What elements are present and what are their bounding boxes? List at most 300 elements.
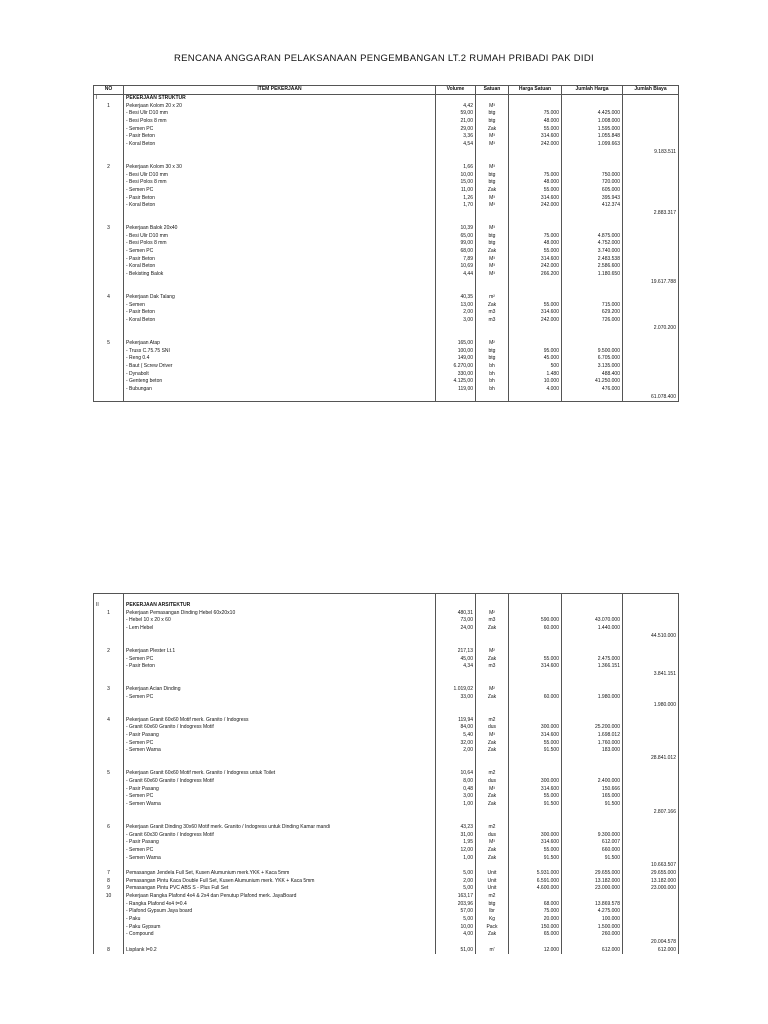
cell-unit xyxy=(476,210,509,218)
cell-item: - Koral Beton xyxy=(124,317,436,325)
cell-no: 5 xyxy=(94,340,124,348)
table-row xyxy=(94,301,679,309)
table-row xyxy=(94,225,679,233)
cell-unit xyxy=(476,286,509,294)
cell-total-cost xyxy=(623,301,679,309)
table-row xyxy=(94,816,679,824)
cell-volume: 10,00 xyxy=(436,923,476,931)
cell-total-cost xyxy=(623,747,679,755)
cell-unit-price xyxy=(509,602,562,610)
cell-no: 2 xyxy=(94,164,124,172)
cell-unit xyxy=(476,393,509,401)
cell-total-cost xyxy=(623,347,679,355)
table-row xyxy=(94,171,679,179)
table-row xyxy=(94,332,679,340)
cell-total-price: 612.000 xyxy=(562,946,623,954)
cell-no xyxy=(94,747,124,755)
cell-unit: Zak xyxy=(476,625,509,633)
cell-unit: btg xyxy=(476,118,509,126)
cell-unit: M² xyxy=(476,609,509,617)
cell-no xyxy=(94,862,124,870)
cell-unit-price: 300.000 xyxy=(509,724,562,732)
table-row xyxy=(94,118,679,126)
cell-no xyxy=(94,363,124,371)
cell-unit: M³ xyxy=(476,164,509,172)
cell-no xyxy=(94,240,124,248)
cell-total-cost xyxy=(623,678,679,686)
cell-unit-price: 590.000 xyxy=(509,617,562,625)
cell-no xyxy=(94,317,124,325)
cell-volume: 29,00 xyxy=(436,125,476,133)
cell-unit-price: 55.000 xyxy=(509,301,562,309)
table-row xyxy=(94,347,679,355)
cell-unit: Zak xyxy=(476,854,509,862)
cell-unit-price xyxy=(509,278,562,286)
cell-unit-price: 6.591.000 xyxy=(509,877,562,885)
cell-no xyxy=(94,931,124,939)
cell-volume: 2,00 xyxy=(436,877,476,885)
cell-unit: btg xyxy=(476,240,509,248)
cell-unit-price xyxy=(509,594,562,602)
cell-unit-price: 300.000 xyxy=(509,778,562,786)
cell-total-cost xyxy=(623,202,679,210)
cell-volume: 149,00 xyxy=(436,355,476,363)
cell-unit-price: 242.000 xyxy=(509,317,562,325)
cell-no: 4 xyxy=(94,717,124,725)
cell-item xyxy=(124,217,436,225)
cell-no xyxy=(94,386,124,394)
cell-volume: 5,00 xyxy=(436,870,476,878)
cell-total-price: 476.000 xyxy=(562,386,623,394)
cell-total-cost xyxy=(623,179,679,187)
cell-unit-price: 4.600.000 xyxy=(509,885,562,893)
cell-unit: M² xyxy=(476,340,509,348)
cell-volume: 10,39 xyxy=(436,225,476,233)
cell-unit-price xyxy=(509,632,562,640)
cell-volume: 4,42 xyxy=(436,102,476,110)
table-row xyxy=(94,678,679,686)
cell-item: - Besi Ulir D10 mm xyxy=(124,171,436,179)
cell-item: - Pasir Beton xyxy=(124,194,436,202)
cell-volume: 12,00 xyxy=(436,847,476,855)
cell-total-price xyxy=(562,762,623,770)
cell-unit-price: 68.000 xyxy=(509,900,562,908)
cell-no: 6 xyxy=(94,824,124,832)
cell-volume xyxy=(436,862,476,870)
cell-item: - Baut ( Screw Driver xyxy=(124,363,436,371)
cell-total-price: 4.275.000 xyxy=(562,908,623,916)
cell-unit: Unit xyxy=(476,885,509,893)
cell-unit: bh xyxy=(476,363,509,371)
cell-total-price: 165.000 xyxy=(562,793,623,801)
cell-total-cost xyxy=(623,118,679,126)
table-row xyxy=(94,609,679,617)
cell-unit-price: 91.500 xyxy=(509,801,562,809)
cell-no xyxy=(94,278,124,286)
cell-unit xyxy=(476,808,509,816)
cell-item: - Semen PC xyxy=(124,187,436,195)
cell-unit-price: 95.000 xyxy=(509,347,562,355)
cell-unit-price: 314.600 xyxy=(509,663,562,671)
cell-unit: Kg xyxy=(476,916,509,924)
cell-total-cost xyxy=(623,916,679,924)
cell-total-price: 1.366.151 xyxy=(562,663,623,671)
cell-unit-price: 20.000 xyxy=(509,916,562,924)
cell-unit xyxy=(476,594,509,602)
cell-unit-price: 48.000 xyxy=(509,179,562,187)
cell-total-cost xyxy=(623,609,679,617)
cell-unit-price xyxy=(509,862,562,870)
cell-no xyxy=(94,324,124,332)
cell-total-price: 1.500.000 xyxy=(562,923,623,931)
table-row xyxy=(94,625,679,633)
table-row xyxy=(94,770,679,778)
cell-volume: 330,00 xyxy=(436,370,476,378)
cell-unit xyxy=(476,632,509,640)
cell-total-price: 720.000 xyxy=(562,179,623,187)
cell-volume: 68,00 xyxy=(436,248,476,256)
cell-total-cost: 612.000 xyxy=(623,946,679,954)
cell-volume xyxy=(436,755,476,763)
cell-unit: btg xyxy=(476,347,509,355)
cell-volume xyxy=(436,324,476,332)
cell-unit-price xyxy=(509,148,562,156)
cell-item: Pekerjaan Kolom 20 x 20 xyxy=(124,102,436,110)
cell-unit xyxy=(476,217,509,225)
cell-total-price: 1.180.650 xyxy=(562,271,623,279)
cell-total-price: 260.000 xyxy=(562,931,623,939)
cell-item: - Koral Beton xyxy=(124,202,436,210)
cell-unit-price xyxy=(509,164,562,172)
cell-no: I xyxy=(94,94,124,102)
cell-unit-price xyxy=(509,709,562,717)
header-item: ITEM PEKERJAAN xyxy=(124,86,436,95)
cell-unit-price: 314.600 xyxy=(509,732,562,740)
cell-no xyxy=(94,900,124,908)
table-row xyxy=(94,724,679,732)
cell-total-price: 1.698.012 xyxy=(562,732,623,740)
cell-unit-price: 266.200 xyxy=(509,271,562,279)
cell-unit xyxy=(476,755,509,763)
cell-total-price xyxy=(562,210,623,218)
cell-unit: Zak xyxy=(476,694,509,702)
cell-volume xyxy=(436,808,476,816)
table-row xyxy=(94,378,679,386)
cell-unit-price: 314.600 xyxy=(509,194,562,202)
table-row xyxy=(94,701,679,709)
cell-volume: 24,00 xyxy=(436,625,476,633)
cell-volume: 1.019,02 xyxy=(436,686,476,694)
cell-volume xyxy=(436,939,476,947)
cell-item: - Compound xyxy=(124,931,436,939)
cell-total-price xyxy=(562,278,623,286)
cell-unit-price: 55.000 xyxy=(509,125,562,133)
cell-total-cost: 2.883.317 xyxy=(623,210,679,218)
cell-no xyxy=(94,255,124,263)
table-row xyxy=(94,739,679,747)
cell-total-cost xyxy=(623,908,679,916)
cell-no: 4 xyxy=(94,294,124,302)
cell-total-price: 2.400.000 xyxy=(562,778,623,786)
cell-volume: 7,89 xyxy=(436,255,476,263)
cell-total-price xyxy=(562,770,623,778)
cell-total-price: 1.980.000 xyxy=(562,694,623,702)
cell-total-price xyxy=(562,648,623,656)
cell-total-cost xyxy=(623,602,679,610)
table-row xyxy=(94,755,679,763)
cell-total-cost: 2.070.200 xyxy=(623,324,679,332)
cell-no xyxy=(94,210,124,218)
cell-item: - Bekisting Balok xyxy=(124,271,436,279)
cell-unit: dus xyxy=(476,831,509,839)
table-row xyxy=(94,847,679,855)
cell-volume: 119,00 xyxy=(436,386,476,394)
table-row xyxy=(94,885,679,893)
cell-unit-price: 55.000 xyxy=(509,847,562,855)
cell-item: Pekerjaan Atap xyxy=(124,340,436,348)
cell-total-cost xyxy=(623,386,679,394)
cell-total-price: 605.000 xyxy=(562,187,623,195)
cell-total-price xyxy=(562,816,623,824)
cell-item: - Semen PC xyxy=(124,793,436,801)
cell-item: Pekerjaan Granit Dinding 30x60 Motif merk. Granito / Indogress untuk Dinding Kamar mandi xyxy=(124,824,436,832)
cell-volume: 5,00 xyxy=(436,885,476,893)
cell-item: - Besi Ulir D10 mm xyxy=(124,232,436,240)
cell-unit xyxy=(476,332,509,340)
cell-total-price xyxy=(562,286,623,294)
cell-unit-price: 314.600 xyxy=(509,133,562,141)
header-unit-price: Harga Satuan xyxy=(509,86,562,95)
cell-item: - Semen PC xyxy=(124,655,436,663)
cell-total-price xyxy=(562,755,623,763)
cell-total-cost xyxy=(623,133,679,141)
cell-total-cost xyxy=(623,248,679,256)
cell-no: 2 xyxy=(94,648,124,656)
cell-volume: 84,00 xyxy=(436,724,476,732)
cell-unit: Zak xyxy=(476,125,509,133)
cell-unit xyxy=(476,816,509,824)
cell-total-price: 6.705.000 xyxy=(562,355,623,363)
cell-unit-price: 5.931.000 xyxy=(509,870,562,878)
cell-unit: M³ xyxy=(476,194,509,202)
table-row xyxy=(94,210,679,218)
table-row xyxy=(94,778,679,786)
cell-no xyxy=(94,118,124,126)
structure-works-table xyxy=(93,85,679,402)
cell-total-cost xyxy=(623,854,679,862)
table-row xyxy=(94,908,679,916)
table-row xyxy=(94,133,679,141)
cell-unit: m' xyxy=(476,946,509,954)
cell-total-cost xyxy=(623,617,679,625)
cell-item: - Besi Ulir D10 mm xyxy=(124,110,436,118)
cell-no: 8 xyxy=(94,877,124,885)
cell-total-price: 25.200.000 xyxy=(562,724,623,732)
cell-total-cost xyxy=(623,164,679,172)
table-row xyxy=(94,694,679,702)
cell-item: - Semen xyxy=(124,301,436,309)
cell-volume: 10,69 xyxy=(436,263,476,271)
cell-total-price: 29.655.000 xyxy=(562,870,623,878)
cell-item: - Reng 0.4 xyxy=(124,355,436,363)
cell-item: - Paku xyxy=(124,916,436,924)
cell-total-cost xyxy=(623,594,679,602)
cell-unit: Zak xyxy=(476,248,509,256)
cell-volume xyxy=(436,332,476,340)
cell-unit-price: 314.600 xyxy=(509,255,562,263)
cell-item: - Granit 60x60 Granito / Indogress Motif xyxy=(124,724,436,732)
cell-unit-price xyxy=(509,225,562,233)
cell-item: - Semen PC xyxy=(124,694,436,702)
cell-unit: M² xyxy=(476,686,509,694)
cell-unit-price: 55.000 xyxy=(509,655,562,663)
cell-volume: 4,44 xyxy=(436,271,476,279)
cell-no xyxy=(94,232,124,240)
table-row xyxy=(94,278,679,286)
cell-total-price xyxy=(562,156,623,164)
cell-total-price: 750.000 xyxy=(562,171,623,179)
cell-total-price xyxy=(562,862,623,870)
cell-unit: btg xyxy=(476,355,509,363)
cell-total-cost xyxy=(623,370,679,378)
cell-no xyxy=(94,694,124,702)
table-row xyxy=(94,370,679,378)
cell-unit: bh xyxy=(476,370,509,378)
cell-unit xyxy=(476,94,509,102)
cell-total-cost xyxy=(623,686,679,694)
table-row xyxy=(94,248,679,256)
table-row xyxy=(94,808,679,816)
cell-no xyxy=(94,263,124,271)
cell-no xyxy=(94,617,124,625)
cell-total-price xyxy=(562,94,623,102)
table-row xyxy=(94,831,679,839)
header-volume: Volume xyxy=(436,86,476,95)
cell-unit: Zak xyxy=(476,739,509,747)
cell-item: Pekerjaan Dak Talang xyxy=(124,294,436,302)
cell-unit-price: 60.000 xyxy=(509,694,562,702)
cell-unit-price xyxy=(509,324,562,332)
cell-unit-price: 75.000 xyxy=(509,110,562,118)
cell-total-cost xyxy=(623,824,679,832)
cell-total-cost xyxy=(623,286,679,294)
cell-total-price: 4.875.000 xyxy=(562,232,623,240)
cell-unit-price: 4.000 xyxy=(509,386,562,394)
cell-no xyxy=(94,732,124,740)
cell-unit-price xyxy=(509,210,562,218)
cell-volume xyxy=(436,594,476,602)
cell-no xyxy=(94,640,124,648)
cell-unit: M³ xyxy=(476,263,509,271)
cell-unit: M³ xyxy=(476,271,509,279)
cell-unit: Zak xyxy=(476,301,509,309)
cell-item: - Pasir Pasang xyxy=(124,839,436,847)
cell-no xyxy=(94,355,124,363)
cell-total-price: 13.869.578 xyxy=(562,900,623,908)
table-row xyxy=(94,785,679,793)
cell-volume xyxy=(436,278,476,286)
cell-total-price: 1.055.848 xyxy=(562,133,623,141)
cell-unit-price xyxy=(509,640,562,648)
table-row xyxy=(94,939,679,947)
cell-volume: 3,00 xyxy=(436,317,476,325)
cell-volume: 99,00 xyxy=(436,240,476,248)
table-row xyxy=(94,317,679,325)
cell-total-price: 715.000 xyxy=(562,301,623,309)
cell-unit-price: 242.000 xyxy=(509,202,562,210)
cell-total-cost: 10.663.507 xyxy=(623,862,679,870)
cell-unit-price: 60.000 xyxy=(509,625,562,633)
cell-volume: 21,00 xyxy=(436,118,476,126)
table-row xyxy=(94,747,679,755)
cell-total-price xyxy=(562,808,623,816)
cell-no xyxy=(94,171,124,179)
cell-item: - Pasir Beton xyxy=(124,133,436,141)
cell-item xyxy=(124,816,436,824)
cell-total-price xyxy=(562,393,623,401)
cell-total-price: 629.200 xyxy=(562,309,623,317)
cell-volume: 480,31 xyxy=(436,609,476,617)
cell-no xyxy=(94,217,124,225)
cell-total-cost xyxy=(623,694,679,702)
cell-volume: 165,00 xyxy=(436,340,476,348)
cell-total-cost xyxy=(623,839,679,847)
cell-unit xyxy=(476,939,509,947)
cell-no xyxy=(94,271,124,279)
cell-total-price: 2.586.600 xyxy=(562,263,623,271)
cell-unit xyxy=(476,640,509,648)
cell-volume: 51,00 xyxy=(436,946,476,954)
cell-unit xyxy=(476,324,509,332)
cell-total-price: 488.400 xyxy=(562,370,623,378)
cell-unit-price: 65.000 xyxy=(509,931,562,939)
cell-total-price: 9.500.000 xyxy=(562,347,623,355)
header-total-price: Jumlah Harga xyxy=(562,86,623,95)
cell-unit: Zak xyxy=(476,187,509,195)
cell-unit xyxy=(476,762,509,770)
cell-no: II xyxy=(94,602,124,610)
cell-total-price xyxy=(562,609,623,617)
cell-unit xyxy=(476,278,509,286)
cell-unit: M³ xyxy=(476,839,509,847)
table-row xyxy=(94,179,679,187)
section-header-row xyxy=(94,94,679,102)
cell-item: - Besi Polos 8 mm xyxy=(124,179,436,187)
cell-volume xyxy=(436,678,476,686)
cell-total-price xyxy=(562,671,623,679)
cell-item: - Hebel 10 x 20 x 60 xyxy=(124,617,436,625)
cell-volume: 8,00 xyxy=(436,778,476,786)
cell-no xyxy=(94,202,124,210)
cell-no xyxy=(94,778,124,786)
cell-total-price: 23.000.000 xyxy=(562,885,623,893)
cell-unit-price xyxy=(509,717,562,725)
cell-total-cost: 61.078.400 xyxy=(623,393,679,401)
cell-total-cost xyxy=(623,378,679,386)
cell-item xyxy=(124,324,436,332)
cell-item: PEKERJAAN ARSITEKTUR xyxy=(124,602,436,610)
cell-volume: 100,00 xyxy=(436,347,476,355)
cell-unit: bh xyxy=(476,386,509,394)
cell-item: - Rangka Plafond 4x4 t=0.4 xyxy=(124,900,436,908)
cell-item: - Pasir Pasang xyxy=(124,785,436,793)
cell-volume: 10,64 xyxy=(436,770,476,778)
cell-total-price xyxy=(562,893,623,901)
cell-total-cost xyxy=(623,732,679,740)
cell-item: - Semen Warna xyxy=(124,747,436,755)
cell-unit-price: 500 xyxy=(509,363,562,371)
cell-no xyxy=(94,831,124,839)
